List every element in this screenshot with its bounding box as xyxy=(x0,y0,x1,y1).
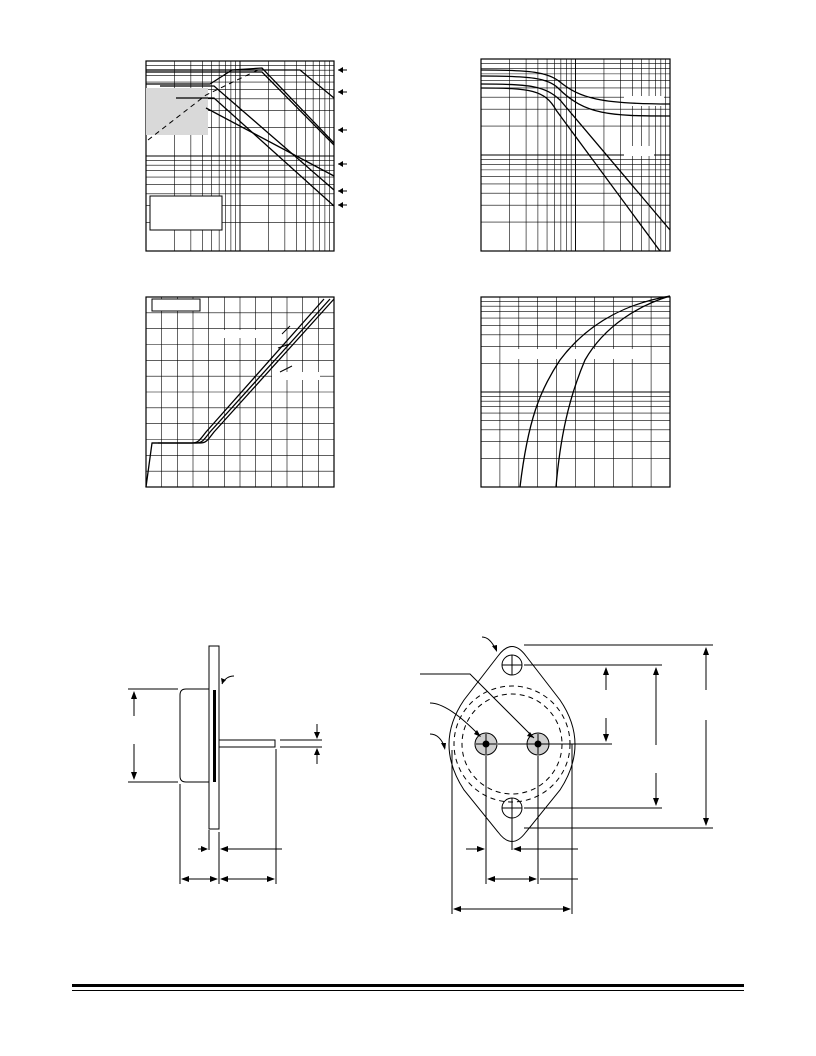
chart-3-label-box xyxy=(152,299,200,311)
chart-3-linear-characteristic xyxy=(146,297,334,487)
chart-1-legend-box xyxy=(150,196,222,230)
chart-2-log-characteristic xyxy=(481,59,670,251)
footer-rule-thin xyxy=(72,990,744,991)
chart-1-arrows xyxy=(338,67,347,208)
footer-rule-thick xyxy=(72,984,744,987)
chart-1-safe-operating-area xyxy=(146,61,347,251)
chart-4-semilog-characteristic xyxy=(481,296,670,487)
package-top-view xyxy=(420,637,713,914)
package-side-view xyxy=(128,646,322,884)
